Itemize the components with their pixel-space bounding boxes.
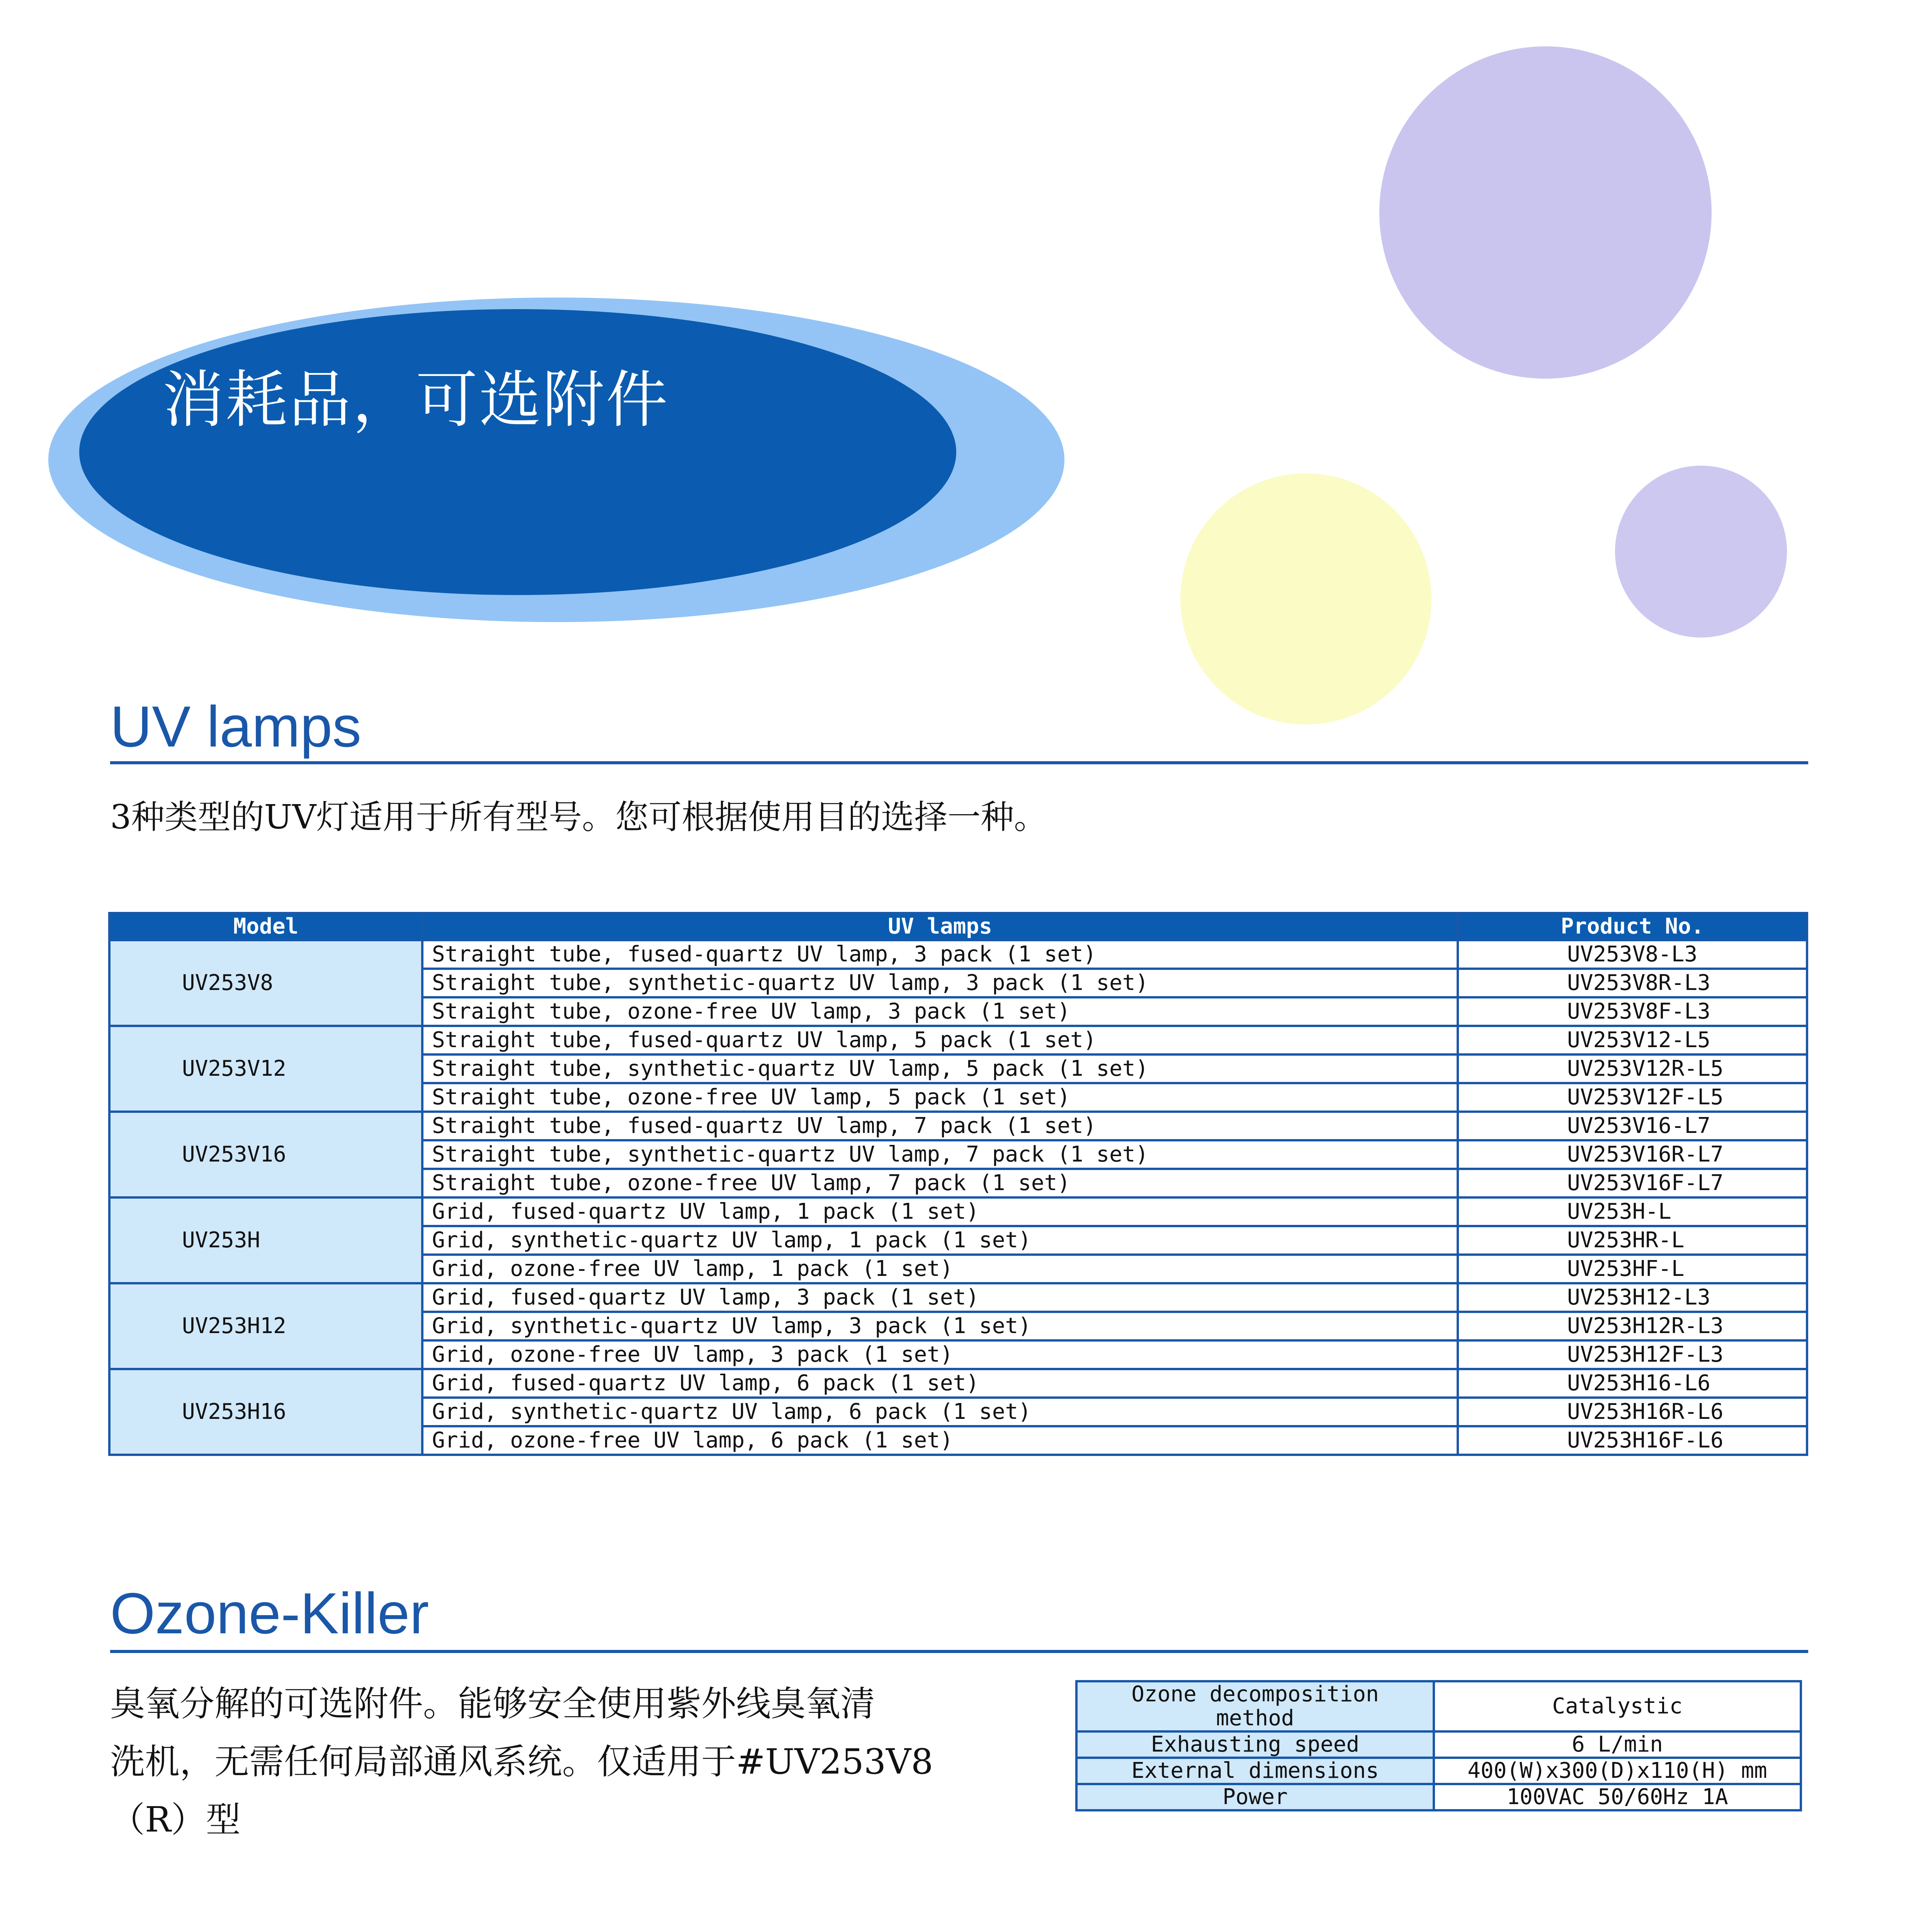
lamp-cell: Grid, synthetic-quartz UV lamp, 6 pack (1 set) (422, 1398, 1458, 1426)
lamp-cell: Straight tube, fused-quartz UV lamp, 7 pack (1 set) (422, 1112, 1458, 1140)
product-no-cell: UV253V8-L3 (1458, 940, 1807, 969)
lamp-cell: Straight tube, ozone-free UV lamp, 7 pack (1 set) (422, 1169, 1458, 1197)
model-cell: UV253V12 (109, 1026, 422, 1112)
model-cell: UV253V16 (109, 1112, 422, 1197)
uv-lamps-heading: UV lamps (110, 694, 362, 759)
lamp-cell: Straight tube, fused-quartz UV lamp, 5 pack (1 set) (422, 1026, 1458, 1054)
lamp-cell: Straight tube, ozone-free UV lamp, 3 pack (1 set) (422, 997, 1458, 1026)
lamp-cell: Grid, fused-quartz UV lamp, 1 pack (1 set) (422, 1197, 1458, 1226)
model-cell: UV253V8 (109, 940, 422, 1026)
lamp-cell: Straight tube, fused-quartz UV lamp, 3 pack (1 set) (422, 940, 1458, 969)
spec-row (1076, 1784, 1801, 1810)
product-no-cell: UV253V8F-L3 (1458, 997, 1807, 1026)
table-row (109, 1112, 1807, 1140)
product-no-cell: UV253H12F-L3 (1458, 1340, 1807, 1369)
spec-row (1076, 1758, 1801, 1784)
model-cell: UV253H (109, 1197, 422, 1283)
col-uv-lamps: UV lamps (422, 913, 1458, 940)
lamp-cell: Grid, fused-quartz UV lamp, 6 pack (1 set) (422, 1369, 1458, 1398)
product-no-cell: UV253V16-L7 (1458, 1112, 1807, 1140)
table-row (109, 1026, 1807, 1054)
decor-circle-yellow (1180, 473, 1431, 724)
lamp-cell: Grid, ozone-free UV lamp, 3 pack (1 set) (422, 1340, 1458, 1369)
decor-circle-lavender-large (1379, 46, 1712, 379)
ozone-killer-line: （R）型 (110, 1799, 241, 1840)
spec-row (1076, 1731, 1801, 1758)
lamp-cell: Grid, ozone-free UV lamp, 6 pack (1 set) (422, 1426, 1458, 1455)
lamp-cell: Grid, ozone-free UV lamp, 1 pack (1 set) (422, 1255, 1458, 1283)
spec-row (1076, 1681, 1801, 1731)
product-no-cell: UV253V12R-L5 (1458, 1054, 1807, 1083)
ozone-killer-rule (110, 1650, 1808, 1653)
ozone-killer-heading: Ozone-Killer (110, 1581, 429, 1646)
spec-key: External dimensions (1076, 1758, 1434, 1784)
spec-value: 6 L/min (1434, 1731, 1801, 1758)
product-no-cell: UV253H12R-L3 (1458, 1312, 1807, 1340)
spec-key: Power (1076, 1784, 1434, 1810)
ozone-killer-line: 臭氧分解的可选附件。能够安全使用紫外线臭氧清 (110, 1684, 875, 1724)
model-cell: UV253H16 (109, 1369, 422, 1455)
table-row (109, 1197, 1807, 1226)
product-no-cell: UV253H16F-L6 (1458, 1426, 1807, 1455)
product-no-cell: UV253V12F-L5 (1458, 1083, 1807, 1112)
col-model: Model (109, 913, 422, 940)
spec-value: 400(W)x300(D)x110(H) mm (1434, 1758, 1801, 1784)
page-title: 消耗品，可选附件 (162, 364, 670, 436)
header-ellipse-inner (79, 309, 956, 595)
product-no-cell: UV253H-L (1458, 1197, 1807, 1226)
product-no-cell: UV253V16F-L7 (1458, 1169, 1807, 1197)
spec-key: Exhausting speed (1076, 1731, 1434, 1758)
lamp-cell: Grid, synthetic-quartz UV lamp, 1 pack (1 set) (422, 1226, 1458, 1255)
lamp-cell: Straight tube, ozone-free UV lamp, 5 pack (1 set) (422, 1083, 1458, 1112)
product-no-cell: UV253V12-L5 (1458, 1026, 1807, 1054)
product-no-cell: UV253HF-L (1458, 1255, 1807, 1283)
decor-circle-lavender-small (1615, 466, 1787, 638)
product-no-cell: UV253H16R-L6 (1458, 1398, 1807, 1426)
lamp-cell: Grid, fused-quartz UV lamp, 3 pack (1 set) (422, 1283, 1458, 1312)
table-row (109, 1369, 1807, 1398)
uv-lamps-table (108, 912, 1808, 1456)
ozone-killer-line: 洗机，无需任何局部通风系统。仅适用于#UV253V8 (110, 1742, 933, 1782)
product-no-cell: UV253HR-L (1458, 1226, 1807, 1255)
model-cell: UV253H12 (109, 1283, 422, 1369)
product-no-cell: UV253V8R-L3 (1458, 969, 1807, 997)
ozone-killer-spec-table (1075, 1680, 1802, 1811)
uv-table-header-row (109, 913, 1807, 940)
lamp-cell: Grid, synthetic-quartz UV lamp, 3 pack (1 set) (422, 1312, 1458, 1340)
uv-lamps-rule (110, 761, 1808, 764)
spec-value: 100VAC 50/60Hz 1A (1434, 1784, 1801, 1810)
lamp-cell: Straight tube, synthetic-quartz UV lamp, 3 pack (1 set) (422, 969, 1458, 997)
lamp-cell: Straight tube, synthetic-quartz UV lamp, 5 pack (1 set) (422, 1054, 1458, 1083)
ozone-killer-description (110, 1675, 933, 1849)
col-product-no: Product No. (1458, 913, 1807, 940)
uv-lamps-intro: 3种类型的UV灯适用于所有型号。您可根据使用目的选择一种。 (110, 798, 1047, 837)
product-no-cell: UV253V16R-L7 (1458, 1140, 1807, 1169)
table-row (109, 940, 1807, 969)
spec-value: Catalystic (1434, 1681, 1801, 1731)
lamp-cell: Straight tube, synthetic-quartz UV lamp, 7 pack (1 set) (422, 1140, 1458, 1169)
table-row (109, 1283, 1807, 1312)
product-no-cell: UV253H12-L3 (1458, 1283, 1807, 1312)
product-no-cell: UV253H16-L6 (1458, 1369, 1807, 1398)
spec-key: Ozone decomposition method (1076, 1681, 1434, 1731)
uv-table-body (109, 940, 1807, 1455)
